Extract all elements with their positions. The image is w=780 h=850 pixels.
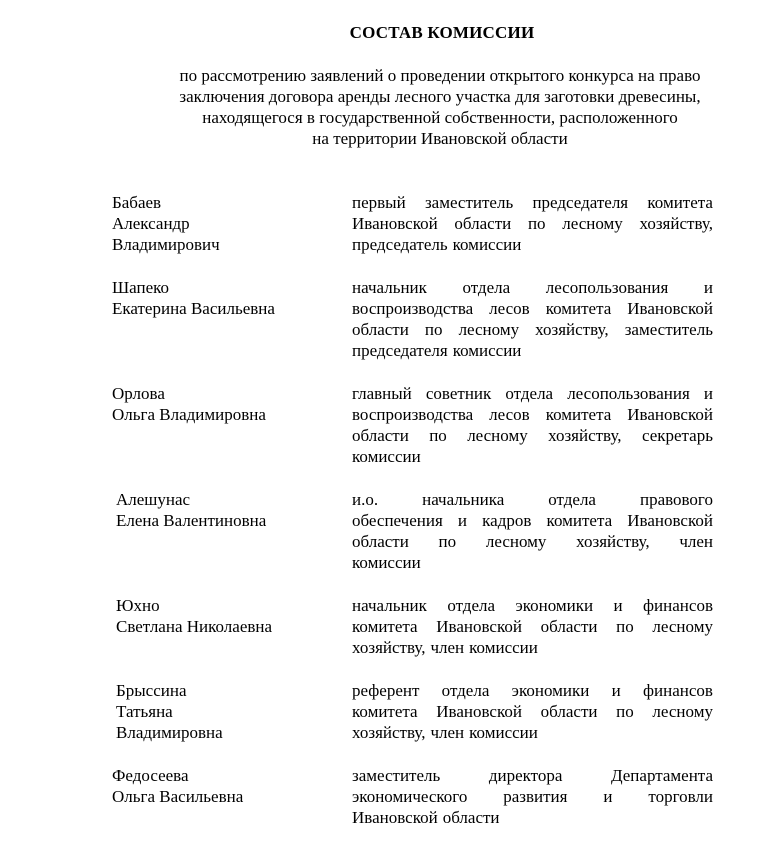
member-row: [0, 383, 780, 467]
member-role-line: комитета Ивановской области по лесному: [352, 617, 713, 636]
member-role: [352, 595, 713, 658]
member-name-line: Федосеева: [112, 766, 189, 785]
member-role: [352, 489, 713, 573]
subtitle-line: заключения договора аренды лесного участка для заготовки древесины,: [179, 87, 701, 106]
member-role-line: главный советник отдела лесопользования и: [352, 384, 713, 403]
member-role-line: воспроизводства лесов комитета Ивановской: [352, 299, 713, 318]
member-name-line: Орлова: [112, 384, 165, 403]
member-name: [0, 277, 275, 361]
member-role-line: комитета Ивановской области по лесному: [352, 702, 713, 721]
subtitle-line: на территории Ивановской области: [312, 129, 568, 148]
member-role-line: комиссии: [352, 553, 421, 572]
member-list: [0, 192, 780, 850]
member-role-line: Ивановской области по лесному хозяйству,: [352, 214, 713, 233]
member-role-line: комиссии: [352, 447, 421, 466]
member-row: [0, 489, 780, 573]
member-name-line: Татьяна: [116, 702, 173, 721]
member-role: [352, 383, 713, 467]
member-name-line: Александр: [112, 214, 190, 233]
member-role: [352, 277, 713, 361]
member-name-line: Брыссина: [116, 681, 187, 700]
member-name-line: Владимировна: [116, 723, 223, 742]
subtitle-line: находящегося в государственной собственности, расположенного: [202, 108, 678, 127]
member-role-line: председателя комиссии: [352, 341, 522, 360]
member-role-line: области по лесному хозяйству, секретарь: [352, 426, 713, 445]
member-name: [0, 595, 273, 658]
member-role: [352, 192, 713, 255]
member-row: [0, 277, 780, 361]
subtitle-line: по рассмотрению заявлений о проведении открытого конкурса на право: [179, 66, 701, 85]
member-role-line: хозяйству, член комиссии: [352, 723, 538, 742]
member-role-line: хозяйству, член комиссии: [352, 638, 538, 657]
member-role-line: обеспечения и кадров комитета Ивановской: [352, 511, 713, 530]
member-row: [0, 765, 780, 828]
member-role-line: воспроизводства лесов комитета Ивановской: [352, 405, 713, 424]
member-role-line: референт отдела экономики и финансов: [352, 681, 713, 700]
member-name: [0, 192, 240, 255]
member-role-line: начальник отдела экономики и финансов: [352, 596, 713, 615]
member-row: [0, 192, 780, 255]
member-name: [0, 680, 240, 743]
member-role-line: начальник отдела лесопользования и: [352, 278, 713, 297]
member-row: [0, 595, 780, 658]
member-role-line: экономического развития и торговли: [352, 787, 713, 806]
member-name-line: Ольга Васильевна: [112, 787, 244, 806]
member-name-line: Елена Валентиновна: [116, 511, 267, 530]
document-subtitle: [100, 65, 780, 149]
member-role-line: и.о. начальника отдела правового: [352, 490, 713, 509]
member-name: [0, 489, 267, 573]
member-name-line: Юхно: [116, 596, 160, 615]
member-role-line: области по лесному хозяйству, член: [352, 532, 713, 551]
member-name-line: Шапеко: [112, 278, 170, 297]
member-name-line: Ольга Владимировна: [112, 405, 266, 424]
member-role-line: председатель комиссии: [352, 235, 522, 254]
member-role: [352, 765, 713, 828]
document-title: СОСТАВ КОМИССИИ: [349, 23, 535, 42]
member-name-line: Светлана Николаевна: [116, 617, 273, 636]
member-role: [352, 680, 713, 743]
member-role-line: первый заместитель председателя комитета: [352, 193, 713, 212]
member-role-line: Ивановской области: [352, 808, 500, 827]
member-name-line: Бабаев: [112, 193, 162, 212]
member-row: [0, 680, 780, 743]
member-name: [0, 765, 244, 828]
member-name-line: Екатерина Васильевна: [112, 299, 275, 318]
member-name: [0, 383, 266, 467]
member-name-line: Алешунас: [116, 490, 191, 509]
member-role-line: области по лесному хозяйству, заместитель: [352, 320, 713, 339]
member-name-line: Владимирович: [112, 235, 220, 254]
member-role-line: заместитель директора Департамента: [352, 766, 713, 785]
